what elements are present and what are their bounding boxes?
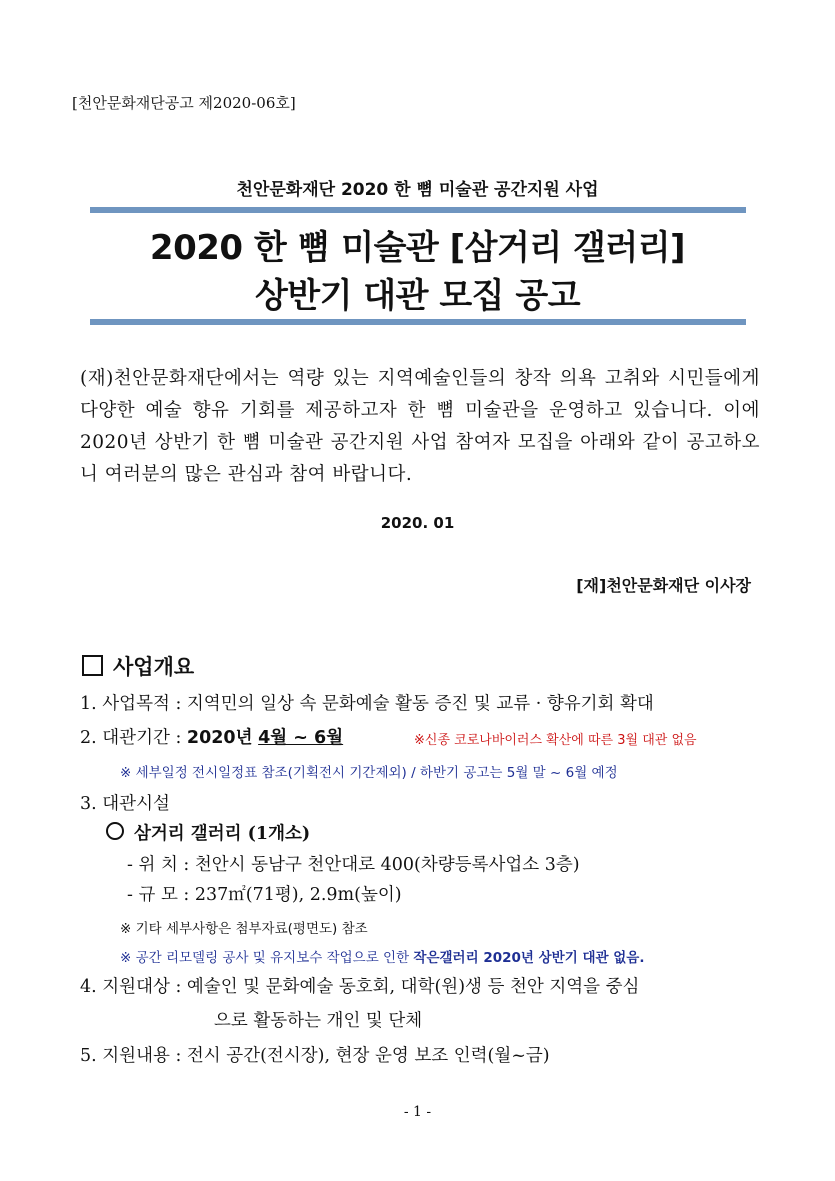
rental-period-months: 4월 ~ 6월 bbox=[258, 728, 344, 748]
item-support: 5. 지원내용 : 전시 공간(전시장), 현장 운영 보조 인력(월~금) bbox=[80, 1046, 550, 1066]
intro-paragraph: (재)천안문화재단에서는 역량 있는 지역예술인들의 창작 의욕 고취와 시민들에게 다양한 예술 향유 기회를 제공하고자 한 뼘 미술관을 운영하고 있습니다. 이에 2020년 상반기 한 뼘 미술관 공간지원 사업 참여자 모집을 아래와 같이 공고하오니 여러분의 많은 관심과 참여 바랍니다. bbox=[80, 368, 760, 485]
issuer: [재]천안문화재단 이사장 bbox=[576, 576, 751, 595]
section-heading-label: 사업개요 bbox=[113, 654, 195, 679]
small-gallery-note-prefix: ※ 공간 리모델링 공사 및 유지보수 작업으로 인한 bbox=[120, 950, 414, 966]
circle-bullet-icon bbox=[106, 822, 124, 840]
gallery-name-label: 삼거리 갤러리 (1개소) bbox=[134, 824, 311, 844]
subtitle: 천안문화재단 2020 한 뼘 미술관 공간지원 사업 bbox=[236, 180, 599, 200]
small-gallery-note bbox=[120, 946, 644, 966]
title-divider-bottom bbox=[90, 319, 746, 325]
item-rental-period bbox=[80, 724, 343, 749]
facility-note: ※ 기타 세부사항은 첨부자료(평면도) 참조 bbox=[120, 921, 368, 937]
gallery-location: - 위 치 : 천안시 동남구 천안대로 400(차량등록사업소 3층) bbox=[127, 855, 580, 875]
rental-period-label: 2. 대관기간 : bbox=[80, 728, 187, 748]
rental-period-note: ※신종 코로나바이러스 확산에 따른 3월 대관 없음 bbox=[414, 733, 697, 748]
section-heading bbox=[82, 651, 194, 681]
notice-date: 2020. 01 bbox=[380, 514, 455, 532]
rental-period-year: 2020년 bbox=[186, 728, 253, 748]
small-gallery-note-bold: 작은갤러리 2020년 상반기 대관 없음. bbox=[413, 950, 645, 966]
schedule-note: ※ 세부일정 전시일정표 참조(기획전시 기간제외) / 하반기 공고는 5월 말 ~ 6월 예정 bbox=[120, 765, 618, 781]
page-number: - 1 - bbox=[403, 1104, 432, 1120]
notice-number: [천안문화재단공고 제2020-06호] bbox=[72, 94, 296, 112]
gallery-name bbox=[106, 820, 310, 845]
item-facility: 3. 대관시설 bbox=[80, 794, 170, 814]
checkbox-square-icon bbox=[82, 655, 103, 676]
item-eligibility: 4. 지원대상 : 예술인 및 문화예술 동호회, 대학(원)생 등 천안 지역을 중심 bbox=[80, 977, 640, 997]
title-divider-top bbox=[90, 207, 746, 213]
item-eligibility-cont: 으로 활동하는 개인 및 단체 bbox=[214, 1011, 423, 1031]
gallery-size: - 규 모 : 237㎡(71평), 2.9m(높이) bbox=[127, 885, 402, 905]
title-line-1: 2020 한 뼘 미술관 [삼거리 갤러리] bbox=[149, 228, 686, 268]
item-purpose: 1. 사업목적 : 지역민의 일상 속 문화예술 활동 증진 및 교류 · 향유기회 확대 bbox=[80, 694, 654, 714]
title-line-2: 상반기 대관 모집 공고 bbox=[254, 276, 581, 316]
